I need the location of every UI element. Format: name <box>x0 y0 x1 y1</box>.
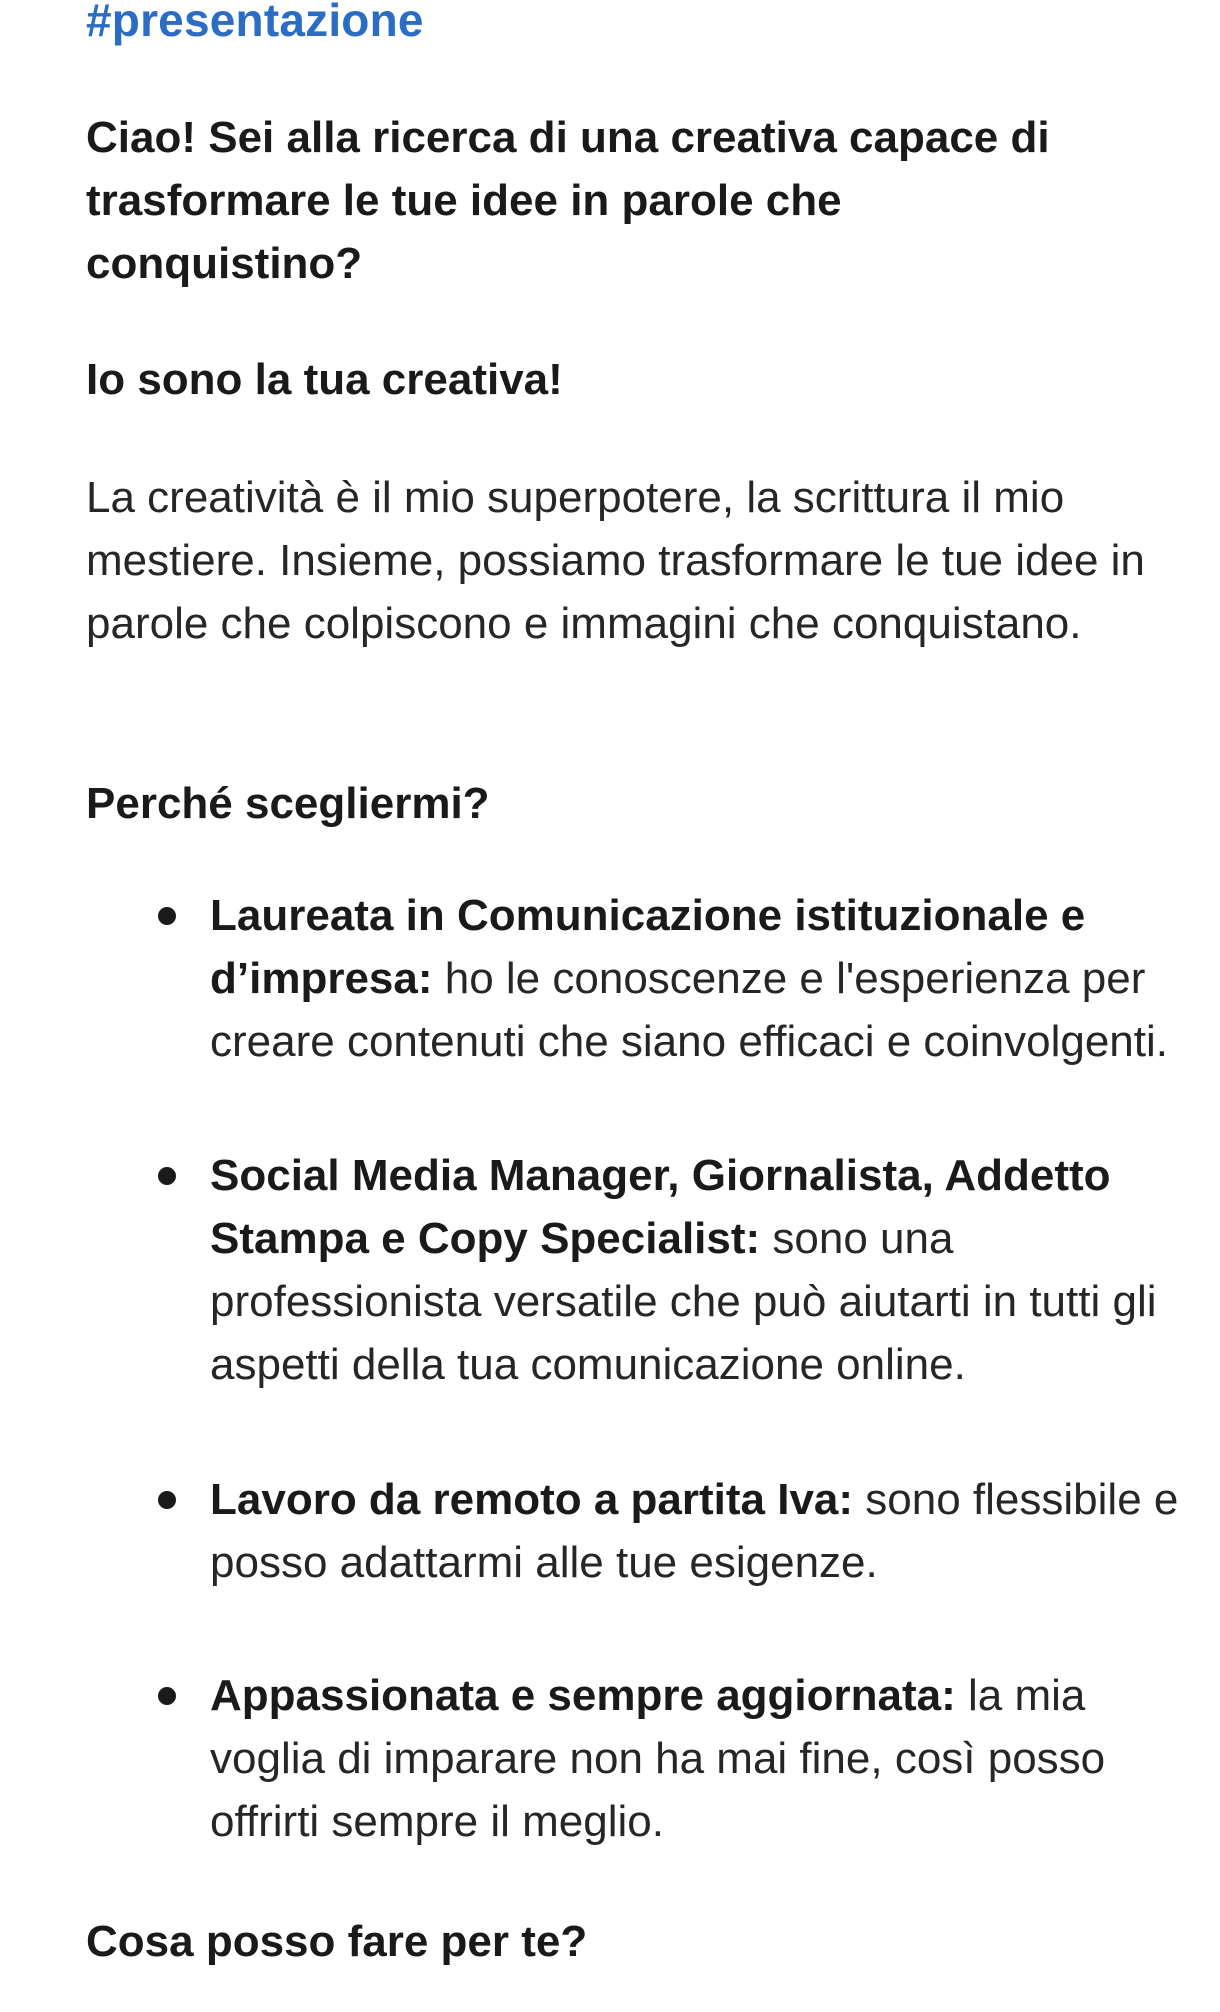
bullet-text: sono una professionista versatile che può aiutarti in tutti gli aspetti della tua comunicazione online. <box>210 1214 1157 1389</box>
cosa-heading: Cosa posso fare per te? <box>86 1917 588 1966</box>
bullet-title: Lavoro da remoto a partita Iva: <box>210 1475 854 1524</box>
bullet-dot-icon <box>158 907 176 925</box>
about-text: La creatività è il mio superpotere, la scrittura il mio mestiere. Insieme, possiamo trasformare le tue idee in parole che colpiscono e immagini che conquistano. <box>86 473 1145 648</box>
bullet-dot-icon <box>158 1167 176 1185</box>
bullet-title: Laureata in Comunicazione istituzionale e d’impresa: <box>210 891 1086 1003</box>
bullet-text: sono flessibile e posso adattarmi alle tue esigenze. <box>210 1475 1179 1587</box>
bullet-dot-icon <box>158 1491 176 1509</box>
claim-text: Io sono la tua creativa! <box>86 355 563 404</box>
bullet-title: Appassionata e sempre aggiornata: <box>210 1671 956 1720</box>
bullet-text: la mia voglia di imparare non ha mai fine, così posso offrirti sempre il meglio. <box>210 1671 1106 1846</box>
bullet-title: Social Media Manager, Giornalista, Addetto Stampa e Copy Specialist: <box>210 1151 1111 1263</box>
hashtag-link[interactable]: #presentazione <box>86 0 424 46</box>
bullet-text: ho le conoscenze e l'esperienza per creare contenuti che siano efficaci e coinvolgenti. <box>210 954 1168 1066</box>
intro-text: Ciao! Sei alla ricerca di una creativa capace di trasformare le tue idee in parole che conquistino? <box>86 113 1050 288</box>
why-heading: Perché scegliermi? <box>86 779 490 828</box>
bullet-dot-icon <box>158 1687 176 1705</box>
